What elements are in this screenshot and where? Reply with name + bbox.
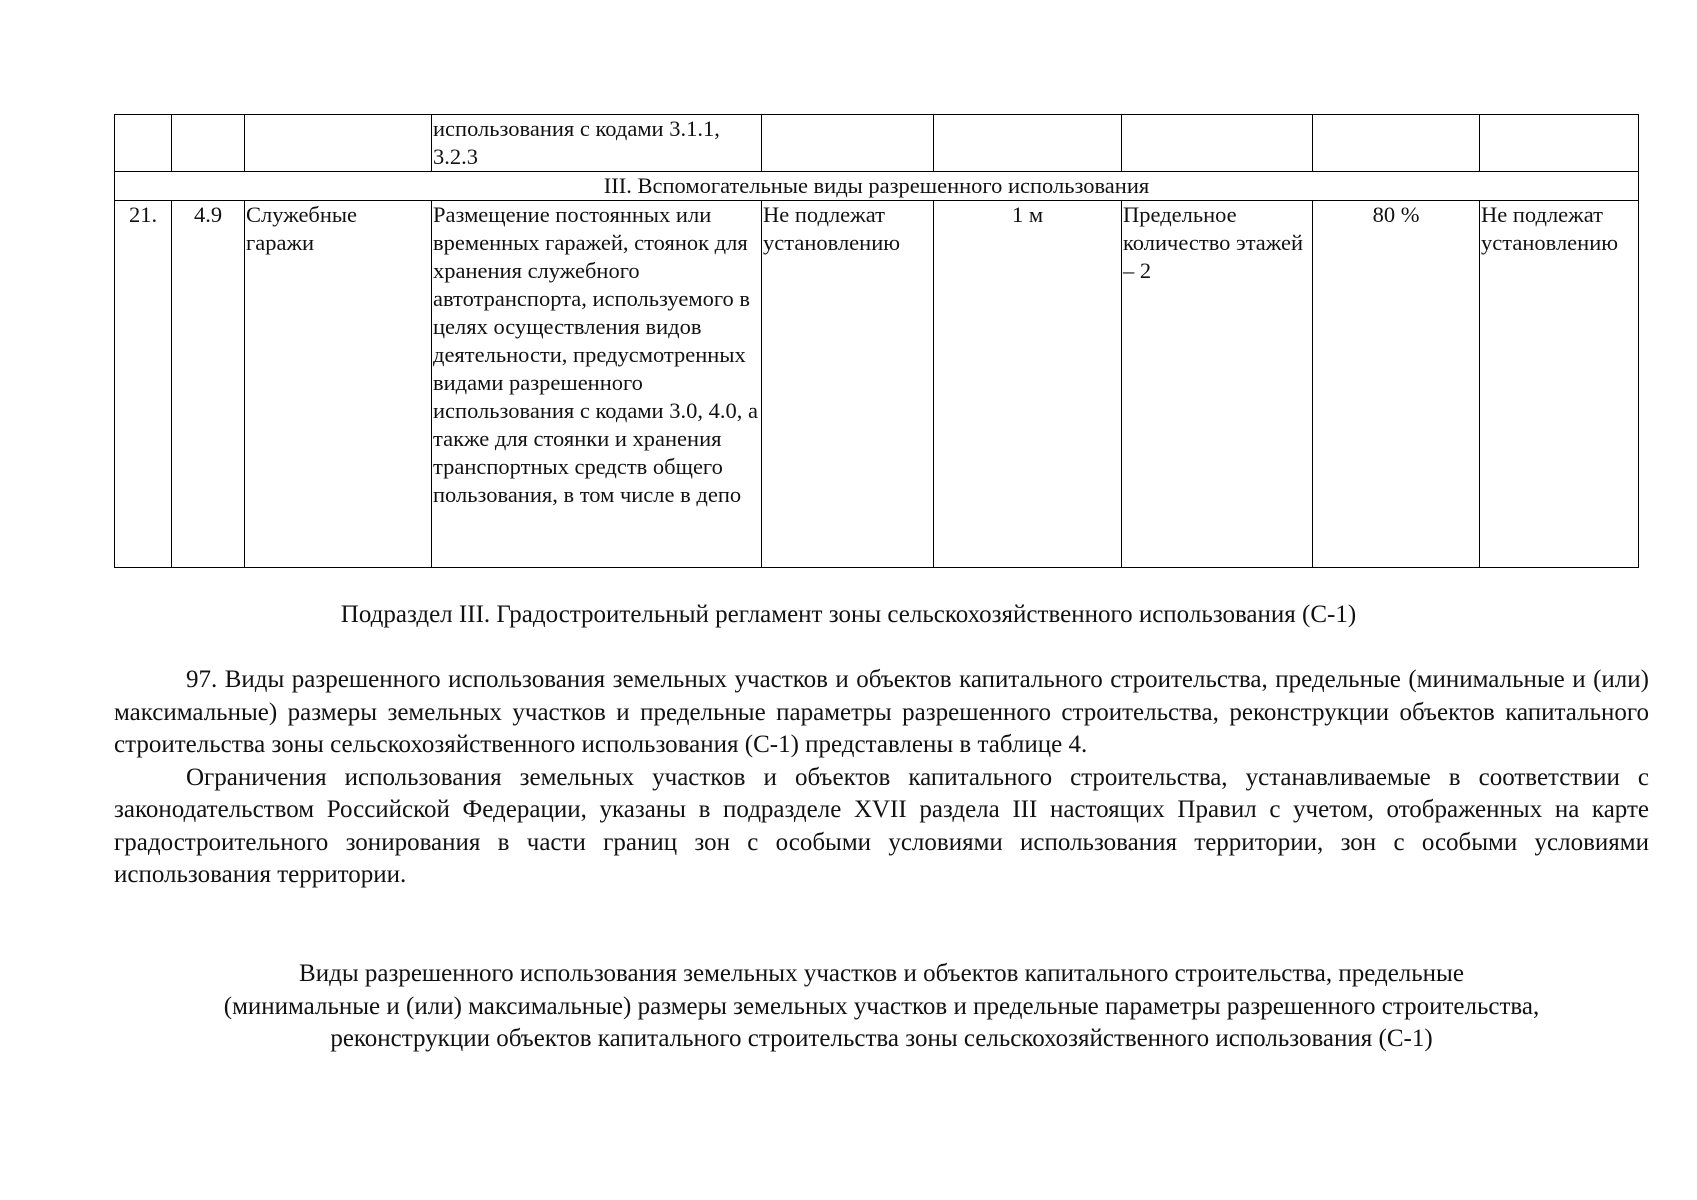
table-row-continuation: [115, 115, 1639, 172]
cell-other: Не подлежат установлению: [1480, 201, 1639, 568]
cell-name: Служебные гаражи: [245, 201, 432, 568]
cell-name: [245, 115, 432, 172]
body-text: [114, 664, 1649, 892]
cell-empty: [1480, 115, 1639, 172]
cell-num: [115, 115, 172, 172]
cell-min-setback: 1 м: [934, 201, 1122, 568]
cell-code: 4.9: [172, 201, 245, 568]
cell-description: использования с кодами 3.1.1, 3.2.3: [432, 115, 762, 172]
regulation-table: [114, 114, 1639, 568]
cell-num: 21.: [115, 201, 172, 568]
caption-line-3: реконструкции объектов капитального строительства зоны сельскохозяйственного использования (С-1): [330, 1025, 1433, 1052]
caption-line-1: Виды разрешенного использования земельных участков и объектов капитального строительства, предельные: [299, 960, 1464, 987]
cell-empty: [934, 115, 1122, 172]
cell-empty: [762, 115, 934, 172]
cell-description: Размещение постоянных или временных гаражей, стоянок для хранения служебного автотранспорта, используемого в целях осуществления видов деятельности, предусмотренных видами разрешенного использования с кодами 3.0, 4.0, а также для стоянки и хранения транспортных средств общего пользования, в том числе в депо: [432, 201, 762, 568]
cell-floors: Предельное количество этажей – 2: [1122, 201, 1313, 568]
cell-coverage: 80 %: [1313, 201, 1480, 568]
table-caption: [114, 958, 1649, 1056]
paragraph-97: 97. Виды разрешенного использования земельных участков и объектов капитального строительства, предельные (минимальные и (или) максимальные) размеры земельных участков и предельные параметры разрешенного строительства, реконструкции объектов капитального строительства зоны сельскохозяйственного использования (С-1) представлены в таблице 4.: [114, 666, 1649, 758]
table-section-header-row: [115, 172, 1639, 201]
section-header: III. Вспомогательные виды разрешенного использования: [115, 172, 1639, 201]
cell-plot-size: Не подлежат установлению: [762, 201, 934, 568]
table-row-21: [115, 201, 1639, 568]
cell-empty: [1313, 115, 1480, 172]
subsection-title: Подраздел III. Градостроительный регламент зоны сельскохозяйственного использования (С-1): [340, 601, 1357, 628]
caption-line-2: (минимальные и (или) максимальные) размеры земельных участков и предельные параметры разрешенного строительства,: [223, 992, 1540, 1020]
cell-empty: [1122, 115, 1313, 172]
cell-code: [172, 115, 245, 172]
paragraph-restrictions: Ограничения использования земельных участков и объектов капитального строительства, устанавливаемые в соответствии с законодательством Российской Федерации, указаны в подразделе XVII раздела III настоящих Правил с учетом, отображенных на карте градостроительного зонирования в части границ зон с особыми условиями использования территории, зон с особыми условиями использования территории.: [114, 763, 1649, 888]
